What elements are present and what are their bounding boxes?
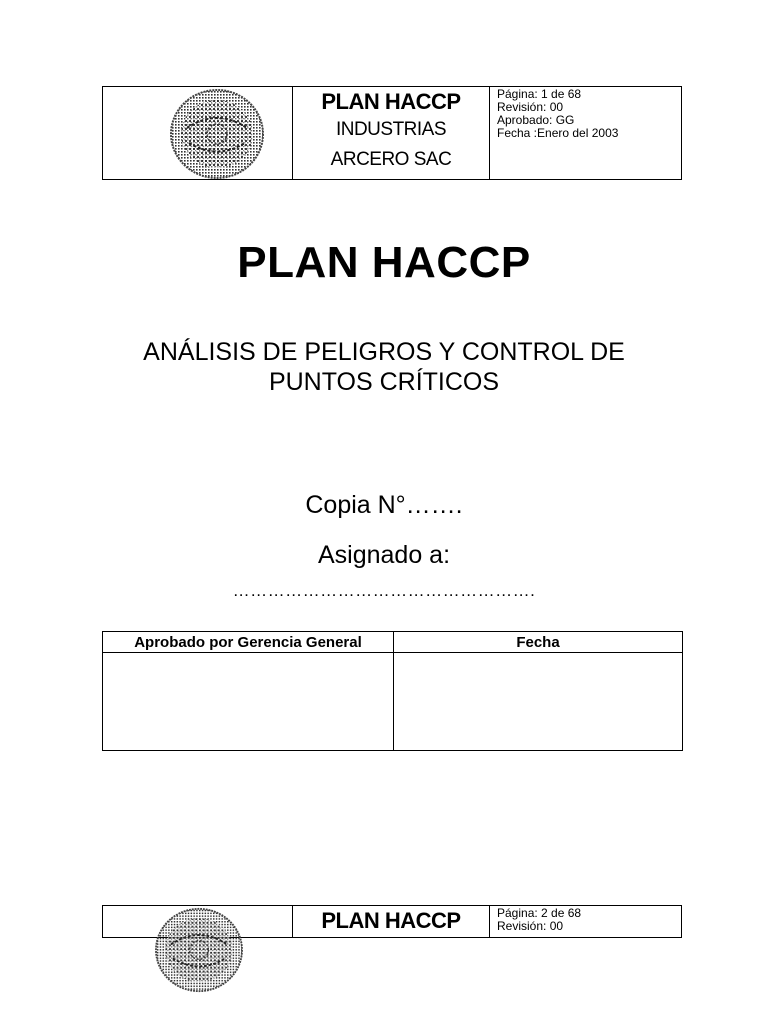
copy-number-label: Copia N°……. [305, 491, 463, 519]
header-page-number: Página: 2 de 68 [497, 906, 582, 920]
header-page-number: Página: 1 de 68 [497, 87, 582, 101]
cover-title: PLAN HACCP [237, 238, 531, 287]
company-seal-icon [169, 88, 265, 180]
header-company-line-2: ARCERO SAC [330, 149, 452, 170]
header-plan-title: PLAN HACCP [321, 89, 461, 114]
approval-column-manager [103, 632, 394, 750]
approval-cell-manager [103, 653, 393, 750]
document-header-page-1 [102, 86, 682, 180]
cover-subtitle-line-1: ANÁLISIS DE PELIGROS Y CONTROL DE [143, 338, 625, 366]
header-title-cell [293, 87, 490, 179]
header-title-cell [293, 906, 490, 937]
approval-column-date [394, 632, 682, 750]
header-revision: Revisión: 00 [497, 100, 564, 114]
approval-cell-date [394, 653, 682, 750]
header-revision: Revisión: 00 [497, 919, 564, 933]
logo-cell [103, 906, 293, 937]
cover-subtitle [0, 337, 768, 397]
header-company-line-1: INDUSTRIAS [335, 119, 447, 140]
assigned-to-label: Asignado a: [317, 541, 451, 569]
approval-header-manager: Aprobado por Gerencia General [103, 632, 393, 653]
cover-subtitle-line-2: PUNTOS CRÍTICOS [268, 368, 500, 396]
header-meta-cell [490, 87, 681, 179]
assigned-to-dotted-line: ……………………………………………. [232, 581, 536, 600]
approval-table [102, 631, 683, 751]
company-seal-icon [153, 907, 245, 993]
header-date: Fecha :Enero del 2003 [497, 126, 619, 140]
header-meta-cell [490, 906, 681, 937]
header-approved: Aprobado: GG [497, 113, 575, 127]
header-plan-title: PLAN HACCP [321, 908, 461, 933]
approval-header-date: Fecha [394, 632, 682, 653]
logo-cell [103, 87, 293, 179]
document-header-page-2 [102, 905, 682, 938]
